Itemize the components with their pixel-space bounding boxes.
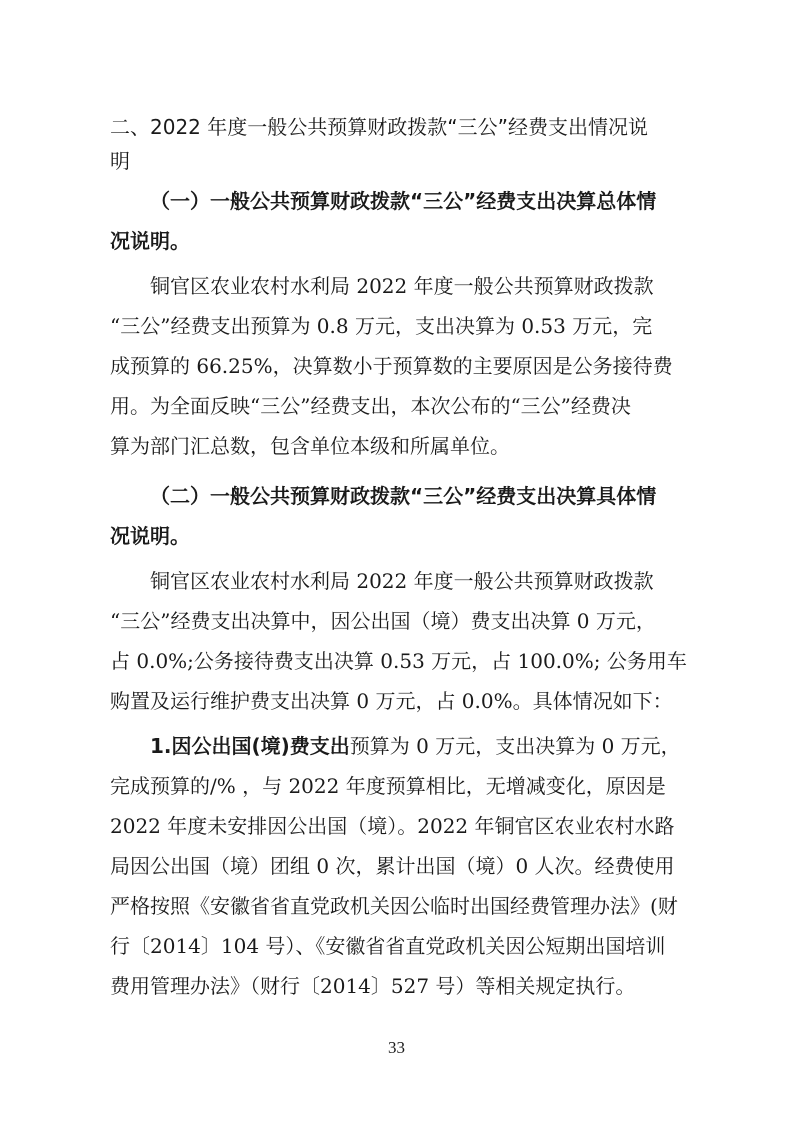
subsection-1-heading-line-2: 况说明。 — [110, 229, 190, 253]
item-1-first-line — [150, 731, 681, 761]
item-1-line: 严格按照《安徽省省直党政机关因公临时出国经费管理办法》(财 — [110, 894, 678, 918]
subsection-2-heading-line-1: （二）一般公共预算财政拨款“三公”经费支出决算具体情 — [150, 484, 657, 508]
item-1-line: 局因公出国（境）团组 0 次，累计出国（境）0 人次。经费使用 — [110, 854, 675, 878]
item-1-line: 费用管理办法》（财行〔2014〕527 号）等相关规定执行。 — [110, 974, 636, 998]
subsection-2-paragraph-line: “三公”经费支出决算中，因公出国（境）费支出决算 0 万元， — [110, 609, 656, 633]
subsection-2-paragraph-line: 占 0.0%;公务接待费支出决算 0.53 万元，占 100.0%; 公务用车 — [110, 649, 687, 673]
item-1-label: 1.因公出国(境)费支出 — [150, 734, 350, 758]
item-1-line: 行〔2014〕104 号）、《安徽省省直党政机关因公短期出国培训 — [110, 934, 666, 958]
item-1-first-line-text: 预算为 0 万元，支出决算为 0 万元， — [349, 734, 681, 758]
subsection-1-paragraph-line: 铜官区农业农村水利局 2022 年度一般公共预算财政拨款 — [150, 274, 654, 298]
item-1-line: 完成预算的/% ，与 2022 年度预算相比，无增减变化，原因是 — [110, 774, 666, 798]
subsection-1-paragraph-line: “三公”经费支出预算为 0.8 万元，支出决算为 0.53 万元，完 — [110, 314, 653, 338]
subsection-2-paragraph-line: 购置及运行维护费支出决算 0 万元，占 0.0%。具体情况如下： — [110, 689, 673, 713]
subsection-2-paragraph-line: 铜官区农业农村水利局 2022 年度一般公共预算财政拨款 — [150, 569, 654, 593]
section-title-line-2: 明 — [110, 149, 130, 173]
subsection-1-heading-line-1: （一）一般公共预算财政拨款“三公”经费支出决算总体情 — [150, 189, 657, 213]
item-1-line: 2022 年度未安排因公出国（境）。2022 年铜官区农业农村水路 — [110, 814, 675, 838]
subsection-1-paragraph-line: 成预算的 66.25%，决算数小于预算数的主要原因是公务接待费 — [110, 354, 673, 378]
section-title-line-1: 二、2022 年度一般公共预算财政拨款“三公”经费支出情况说 — [110, 115, 648, 139]
subsection-2-heading-line-2: 况说明。 — [110, 524, 190, 548]
subsection-1-paragraph-line: 用。为全面反映“三公”经费支出，本次公布的“三公”经费决 — [110, 394, 631, 418]
page-number: 33 — [388, 1038, 405, 1057]
subsection-1-paragraph-line: 算为部门汇总数，包含单位本级和所属单位。 — [110, 434, 510, 458]
